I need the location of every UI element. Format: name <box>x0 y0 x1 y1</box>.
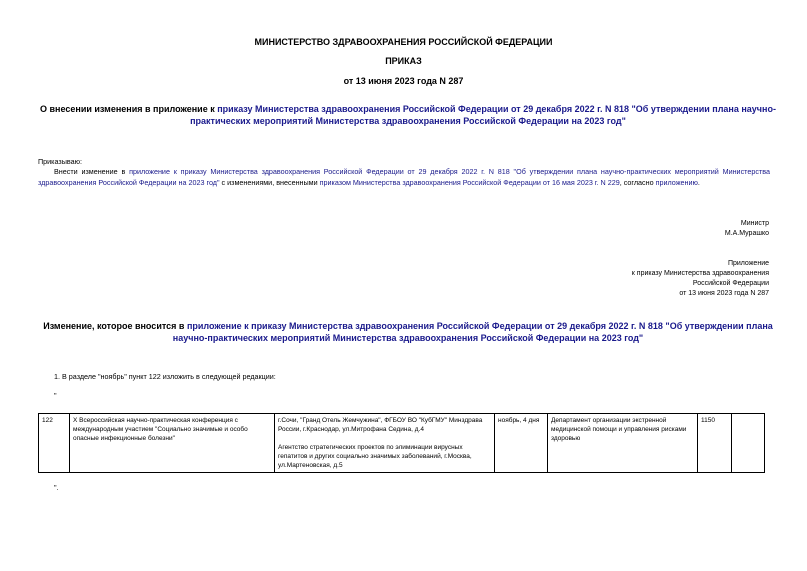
doc-type-heading: ПРИКАЗ <box>385 56 422 66</box>
cell-event: X Всероссийская научно-практическая конференция с международным участием "Социально значимые и особо опасные инфекционные болезни" <box>70 414 275 473</box>
order-title <box>38 103 778 127</box>
signature-name: М.А.Мурашко <box>724 230 769 237</box>
cell-date: ноябрь, 4 дня <box>495 414 548 473</box>
table-row <box>39 414 765 473</box>
quote-close: ". <box>54 483 59 492</box>
appendix-line-3: Российской Федерации <box>692 280 769 287</box>
cell-count: 1150 <box>698 414 732 473</box>
change-title <box>38 320 778 344</box>
order-word: Приказываю: <box>38 157 82 166</box>
doc-date-heading: от 13 июня 2023 года N 287 <box>343 76 464 86</box>
para-start: Внести изменение в <box>54 167 130 176</box>
cell-extra <box>732 414 765 473</box>
plan-table <box>38 413 765 473</box>
item-text: 1. В разделе "ноябрь" пункт 122 изложить в следующей редакции: <box>54 372 276 381</box>
appendix-line-1: Приложение <box>727 260 769 267</box>
cell-number: 122 <box>39 414 70 473</box>
cell-place-1: г.Сочи, "Гранд Отель Жемчужина", ФГБОУ ВО "КубГМУ" Минздрава России, г.Краснодар, ул.Митрофана Седина, д.4 <box>278 417 483 433</box>
cell-place-2: Агентство стратегических проектов по элиминации вирусных гепатитов и других социально значимых заболеваний, г.Москва, ул.Мартеновская, д.5 <box>278 444 472 469</box>
ministry-heading: МИНИСТЕРСТВО ЗДРАВООХРАНЕНИЯ РОССИЙСКОЙ ФЕДЕРАЦИИ <box>254 37 553 47</box>
appendix-block <box>632 259 769 299</box>
order-title-link[interactable]: приказу Министерства здравоохранения Российской Федерации от 29 декабря 2022 г. N 818 "Об утверждении плана научно-практических мероприятий Министерства здравоохранения Российской Федерации на 2023 год" <box>190 104 776 126</box>
para-link-amending-order[interactable]: приказом Министерства здравоохранения Российской Федерации от 16 мая 2023 г. N 229 <box>319 178 620 187</box>
para-mid2: , согласно <box>619 178 656 187</box>
order-paragraph <box>38 166 770 188</box>
appendix-line-4: от 13 июня 2023 года N 287 <box>679 290 769 297</box>
order-title-prefix: О внесении изменения в приложение к <box>40 104 218 114</box>
appendix-line-2: к приказу Министерства здравоохранения <box>631 270 769 277</box>
quote-open: " <box>54 391 57 400</box>
para-link-attachment[interactable]: приложению <box>655 178 698 187</box>
change-title-prefix: Изменение, которое вносится в <box>43 321 187 331</box>
para-end: . <box>697 178 700 187</box>
para-mid: с изменениями, внесенными <box>219 178 320 187</box>
signature-block <box>725 219 769 239</box>
signature-position: Министр <box>740 220 769 227</box>
cell-department: Департамент организации экстренной медицинской помощи и управления рисками здоровью <box>548 414 698 473</box>
cell-place <box>275 414 495 473</box>
change-title-link[interactable]: приложение к приказу Министерства здравоохранения Российской Федерации от 29 декабря 2022 г. N 818 "Об утверждении плана научно-практических мероприятий Министерства здравоохранения Российской Федерации на 2023 год" <box>172 321 773 343</box>
para-link-appendix[interactable]: приложение к приказу Министерства здравоохранения Российской Федерации от 29 декабря 2022 г. N 818 "Об утверждении плана научно-практических мероприятий Министерства здравоохранения Российской Федерации на 2023 год" <box>38 167 770 187</box>
